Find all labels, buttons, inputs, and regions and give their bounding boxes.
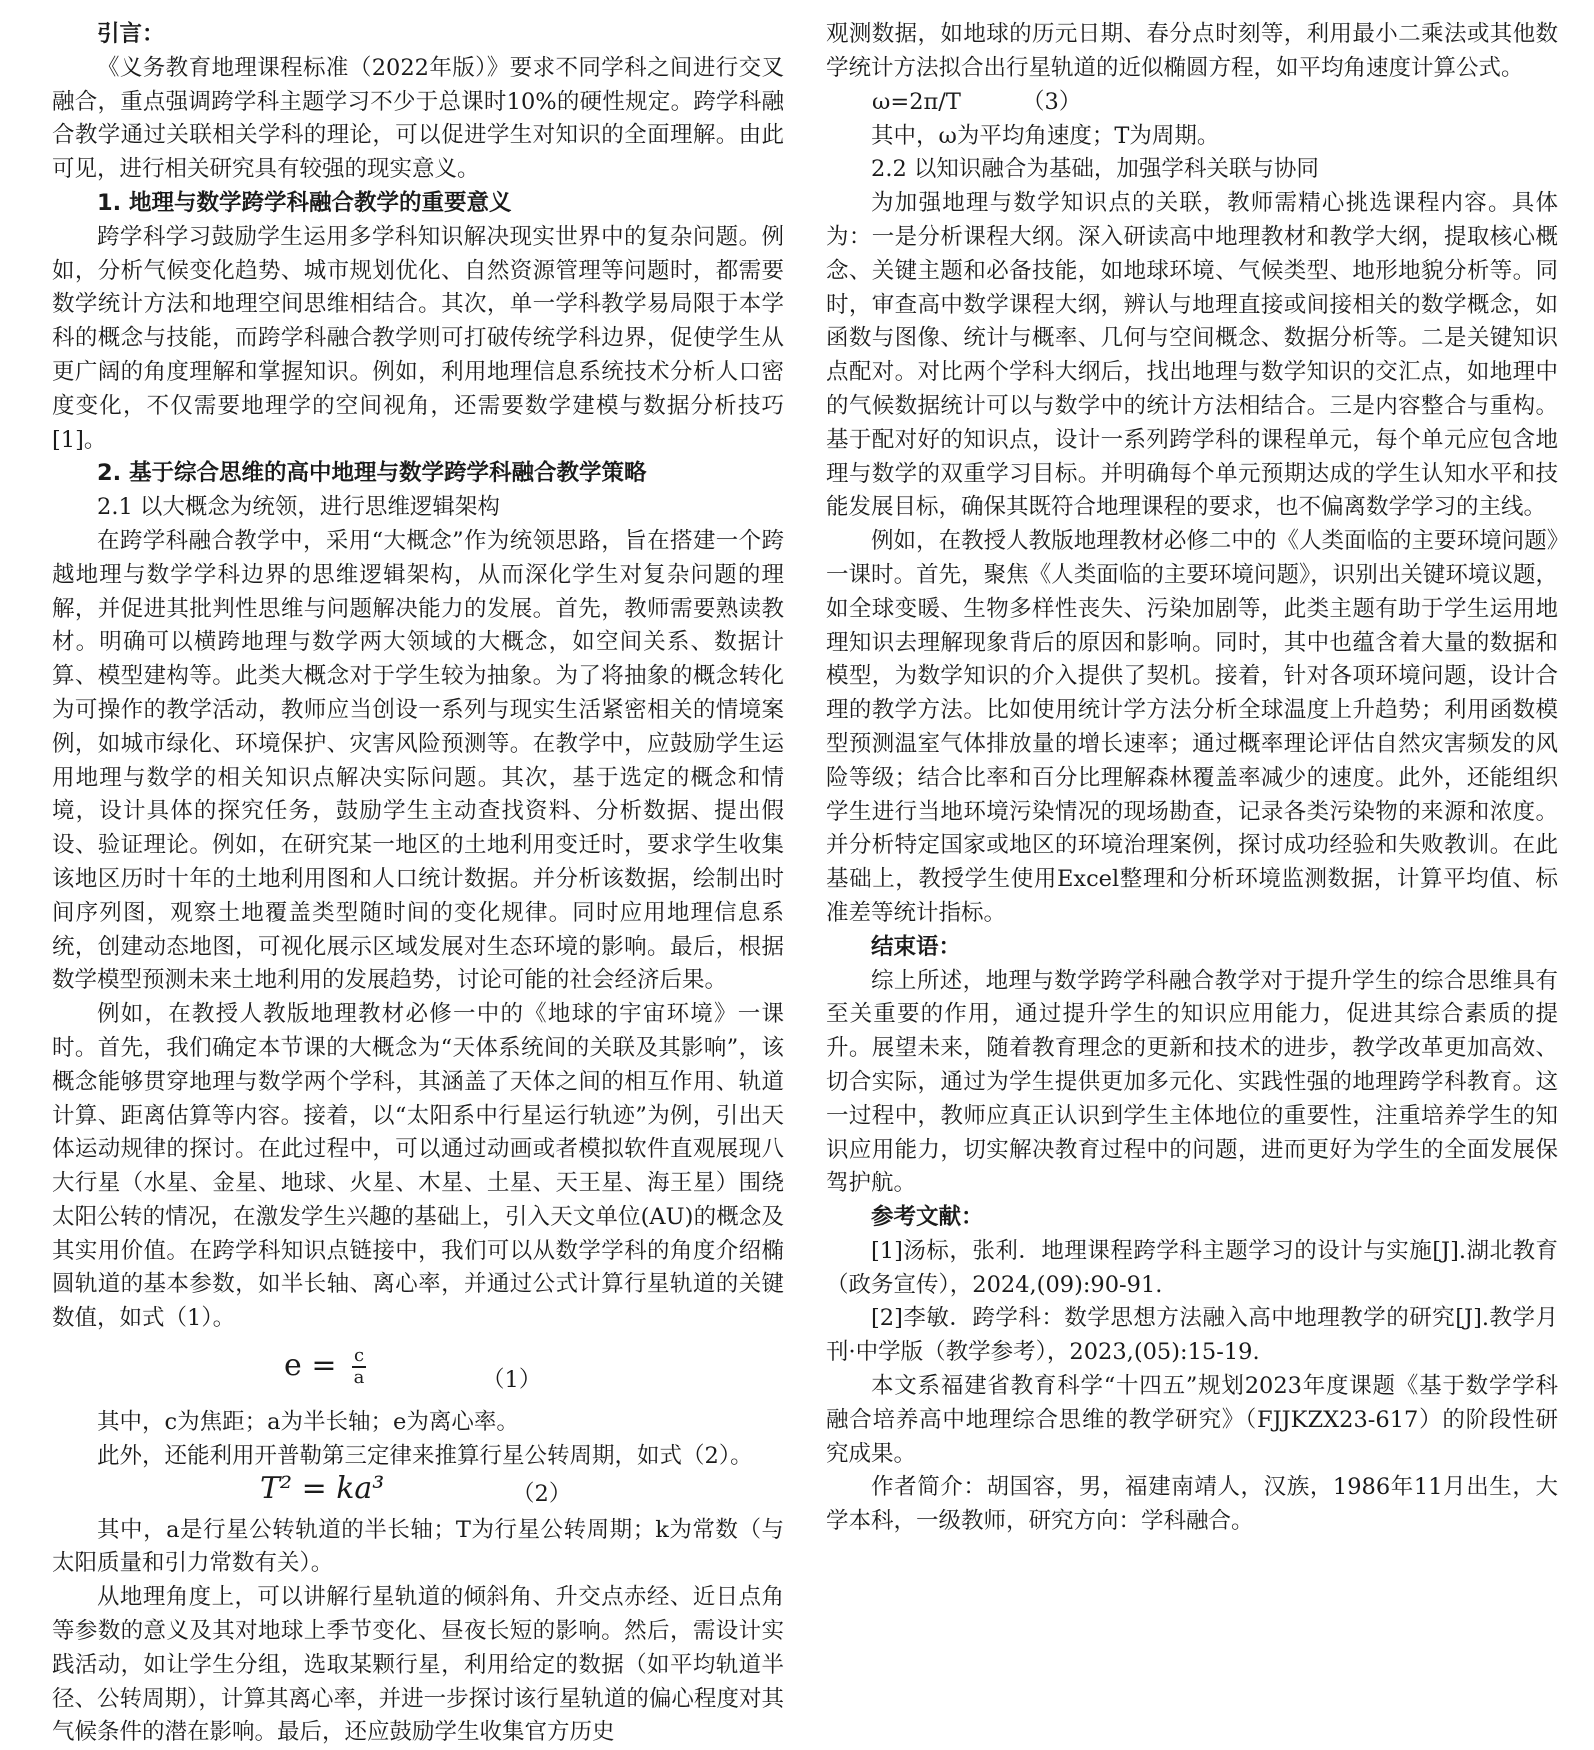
formula-1-denominator: a — [353, 1367, 365, 1389]
section2-heading: 2. 基于综合思维的高中地理与数学跨学科融合教学策略 — [97, 460, 647, 487]
formula-1-note: 其中，c为焦距；a为半长轴；e为离心率。 — [97, 1409, 519, 1436]
formula-1-fraction — [352, 1346, 366, 1388]
formula-2-expression: T² = ka³ — [260, 1470, 385, 1506]
continuation-paragraph: 观测数据，如地球的历元日期、春分点时刻等，利用最小二乘法或其他数学统计方法拟合出行星轨道的近似椭圆方程，如平均角速度计算公式。 — [826, 21, 1558, 81]
intro-heading: 引言： — [97, 21, 165, 47]
formula-1-label: （1） — [482, 1367, 542, 1394]
formula-1 — [52, 1344, 784, 1398]
right-column — [826, 18, 1558, 1749]
formula-2-label: （2） — [512, 1480, 572, 1507]
section2-1-heading: 2.1 以大概念为统领，进行思维逻辑架构 — [97, 494, 500, 521]
conclusion-heading: 结束语： — [871, 933, 962, 960]
section2-1-paragraph-2: 例如，在教授人教版地理教材必修一中的《地球的宇宙环境》一课时。首先，我们确定本节课的大概念为“天体系统间的关联及其影响”，该概念能够贯穿地理与数学两个学科，其涵盖了天体之间的相互作用、轨道计算、距离估算等内容。接着，以“太阳系中行星运行轨迹”为例，引出天体运动规律的探讨。在此过程中，可以通过动画或者模拟软件直观展现八大行星（水星、金星、地球、火星、木星、土星、天王星、海王星）围绕太阳公转的情况，在激发学生兴趣的基础上，引入天文单位(AU)的概念及其实用价值。在跨学科知识点链接中，我们可以从数学学科的角度介绍椭圆轨道的基本参数，如半长轴、离心率，并通过公式计算行星轨道的关键数值，如式（1）。 — [52, 1001, 784, 1332]
section2-2-paragraph-2: 例如，在教授人教版地理教材必修二中的《人类面临的主要环境问题》一课时。首先，聚焦《人类面临的主要环境问题》，识别出关键环境议题，如全球变暖、生物多样性丧失、污染加剧等，此类主题有助于学生运用地理知识去理解现象背后的原因和影响。同时，其中也蕴含着大量的数据和模型，为数学知识的介入提供了契机。接着，针对各项环境问题，设计合理的教学方法。比如使用统计学方法分析全球温度上升趋势；利用函数模型预测温室气体排放量的增长速率；通过概率理论评估自然灾害频发的风险等级；结合比率和百分比理解森林覆盖率减少的速度。此外，还能组织学生进行当地环境污染情况的现场勘查，记录各类污染物的来源和浓度。并分析特定国家或地区的环境治理案例，探讨成功经验和失败教训。在此基础上，教授学生使用Excel整理和分析环境监测数据，计算平均值、标准差等统计指标。 — [826, 528, 1558, 926]
formula-1-expression — [284, 1346, 366, 1388]
formula-3 — [826, 86, 1558, 120]
formula-1-equals: = — [311, 1348, 337, 1384]
author-note: 作者简介：胡国容，男，福建南靖人，汉族，1986年11月出生，大学本科，一级教师，研究方向：学科融合。 — [826, 1474, 1558, 1535]
section1-paragraph: 跨学科学习鼓励学生运用多学科知识解决现实世界中的复杂问题。例如，分析气候变化趋势、城市规划优化、自然资源管理等问题时，都需要数学统计方法和地理空间思维相结合。其次，单一学科教学易局限于本学科的概念与技能，而跨学科融合教学则可打破传统学科边界，促使学生从更广阔的角度理解和掌握知识。例如，利用地理信息系统技术分析人口密度变化，不仅需要地理学的空间视角，还需要数学建模与数据分析技巧[1]。 — [52, 223, 784, 453]
formula-2 — [52, 1470, 784, 1514]
funding-note: 本文系福建省教育科学“十四五”规划2023年度课题《基于数学学科融合培养高中地理综合思维的教学研究》（FJJKZX23-617）的阶段性研究成果。 — [826, 1373, 1558, 1467]
formula-1-lhs: e — [284, 1348, 302, 1384]
intro-paragraph: 《义务教育地理课程标准（2022年版）》要求不同学科之间进行交叉融合，重点强调跨学科主题学习不少于总课时10%的硬性规定。跨学科融合教学通过关联相关学科的理论，可以促进学生对知识的全面理解。由此可见，进行相关研究具有较强的现实意义。 — [52, 54, 784, 183]
formula-1-numerator: c — [354, 1345, 365, 1367]
section1-heading: 1. 地理与数学跨学科融合教学的重要意义 — [97, 189, 512, 216]
section2-2-paragraph-1: 为加强地理与数学知识点的关联，教师需精心挑选课程内容。具体为：一是分析课程大纲。深入研读高中地理教材和教学大纲，提取核心概念、关键主题和必备技能，如地球环境、气候类型、地形地貌分析等。同时，审查高中数学课程大纲，辨认与地理直接或间接相关的数学概念，如函数与图像、统计与概率、几何与空间概念、数据分析等。二是关键知识点配对。对比两个学科大纲后，找出地理与数学知识的交汇点，如地理中的气候数据统计可以与数学中的统计方法相结合。三是内容整合与重构。基于配对好的知识点，设计一系列跨学科的课程单元，每个单元应包含地理与数学的双重学习目标。并明确每个单元预期达成的学生认知水平和技能发展目标，确保其既符合地理课程的要求，也不偏离数学学习的主线。 — [826, 190, 1558, 521]
kepler-intro: 此外，还能利用开普勒第三定律来推算行星公转周期，如式（2）。 — [97, 1442, 753, 1469]
geography-paragraph: 从地理角度上，可以讲解行星轨道的倾斜角、升交点赤经、近日点角等参数的意义及其对地球上季节变化、昼夜长短的影响。然后，需设计实践活动，如让学生分组，选取某颗行星，利用给定的数据（如平均轨道半径、公转周期），计算其离心率，并进一步探讨该行星轨道的偏心程度对其气候条件的潜在影响。最后，还应鼓励学生收集官方历史 — [52, 1584, 784, 1746]
formula-3-note: 其中，ω为平均角速度；T为周期。 — [871, 122, 1220, 149]
references-heading: 参考文献： — [871, 1204, 984, 1231]
reference-1: [1]汤标，张利．地理课程跨学科主题学习的设计与实施[J].湖北教育（政务宣传），2024,(09):90-91. — [826, 1237, 1558, 1298]
conclusion-paragraph: 综上所述，地理与数学跨学科融合教学对于提升学生的综合思维具有至关重要的作用，通过提升学生的知识应用能力，促进其综合素质的提升。展望未来，随着教育理念的更新和技术的进步，教学改革更加高效、切合实际，通过为学生提供更加多元化、实践性强的地理跨学科教育。这一过程中，教师应真正认识到学生主体地位的重要性，注重培养学生的知识应用能力，切实解决教育过程中的问题，进而更好为学生的全面发展保驾护航。 — [826, 967, 1558, 1197]
left-column — [52, 18, 784, 1749]
formula-3-expression: ω=2π/T — [872, 88, 961, 115]
section2-2-heading: 2.2 以知识融合为基础，加强学科关联与协同 — [871, 156, 1319, 183]
formula-2-note: 其中，a是行星公转轨道的半长轴；T为行星公转周期；k为常数（与太阳质量和引力常数有关）。 — [52, 1516, 784, 1577]
section2-1-paragraph-1: 在跨学科融合教学中，采用“大概念”作为统领思路，旨在搭建一个跨越地理与数学学科边界的思维逻辑架构，从而深化学生对复杂问题的理解，并促进其批判性思维与问题解决能力的发展。首先，教师需要熟读教材。明确可以横跨地理与数学两大领域的大概念，如空间关系、数据计算、模型建构等。此类大概念对于学生较为抽象。为了将抽象的概念转化为可操作的教学活动，教师应当创设一系列与现实生活紧密相关的情境案例，如城市绿化、环境保护、灾害风险预测等。在教学中，应鼓励学生运用地理与数学的相关知识点解决实际问题。其次，基于选定的概念和情境，设计具体的探究任务，鼓励学生主动查找资料、分析数据、提出假设、验证理论。例如，在研究某一地区的土地利用变迁时，要求学生收集该地区历时十年的土地利用图和人口统计数据。并分析该数据，绘制出时间序列图，观察土地覆盖类型随时间的变化规律。同时应用地理信息系统，创建动态地图，可视化展示区域发展对生态环境的影响。最后，根据数学模型预测未来土地利用的发展趋势，讨论可能的社会经济后果。 — [52, 527, 784, 994]
formula-3-label: （3） — [1022, 88, 1082, 115]
reference-2: [2]李敏．跨学科：数学思想方法融入高中地理教学的研究[J].教学月刊·中学版（教学参考），2023,(05):15-19. — [826, 1305, 1558, 1366]
